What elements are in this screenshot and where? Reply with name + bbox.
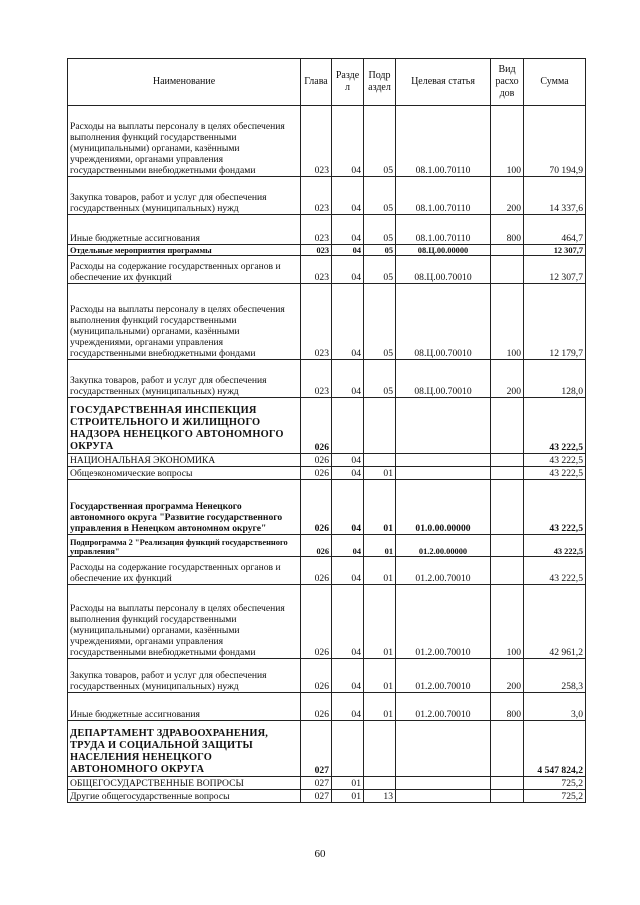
- cell-razdel: 04: [332, 693, 364, 721]
- cell-razdel: 04: [332, 177, 364, 215]
- cell-glava: 026: [301, 454, 332, 467]
- cell-summa: 43 222,5: [524, 454, 586, 467]
- cell-podrazdel: 01: [364, 557, 396, 585]
- cell-summa: 4 547 824,2: [524, 721, 586, 777]
- cell-name: Расходы на выплаты персоналу в целях обеспечения выполнения функций государственными (муниципальными) органами, казёнными учреждениями, органами управления государственными внебюджетными фондами: [68, 284, 301, 360]
- cell-summa: 464,7: [524, 215, 586, 245]
- cell-statya: [396, 398, 491, 454]
- cell-name: Общеэкономические вопросы: [68, 467, 301, 480]
- cell-summa: 12 307,7: [524, 245, 586, 256]
- cell-summa: 12 307,7: [524, 256, 586, 284]
- cell-statya: 08.Ц.00.00000: [396, 245, 491, 256]
- cell-glava: 026: [301, 693, 332, 721]
- cell-name: Расходы на содержание государственных органов и обеспечение их функций: [68, 256, 301, 284]
- cell-vid: [491, 245, 524, 256]
- cell-statya: 01.0.00.00000: [396, 480, 491, 535]
- col-header-razdel: Разде л: [332, 59, 364, 106]
- cell-summa: 43 222,5: [524, 480, 586, 535]
- table-row: [68, 585, 586, 659]
- cell-glava: 023: [301, 245, 332, 256]
- cell-name: Иные бюджетные ассигнования: [68, 215, 301, 245]
- cell-name: Расходы на выплаты персоналу в целях обеспечения выполнения функций государственными (муниципальными) органами, казёнными учреждениями, органами управления государственными внебюджетными фондами: [68, 106, 301, 177]
- cell-name: ДЕПАРТАМЕНТ ЗДРАВООХРАНЕНИЯ, ТРУДА И СОЦИАЛЬНОЙ ЗАЩИТЫ НАСЕЛЕНИЯ НЕНЕЦКОГО АВТОНОМНОГО ОКРУГА: [68, 721, 301, 777]
- cell-summa: 725,2: [524, 777, 586, 790]
- cell-name: Другие общегосударственные вопросы: [68, 790, 301, 803]
- cell-statya: 08.Ц.00.70010: [396, 284, 491, 360]
- table-row: [68, 693, 586, 721]
- cell-glava: 026: [301, 398, 332, 454]
- cell-vid: [491, 535, 524, 557]
- cell-summa: 12 179,7: [524, 284, 586, 360]
- table-row: [68, 177, 586, 215]
- table-row: [68, 790, 586, 803]
- table-row: [68, 215, 586, 245]
- cell-name: Отдельные мероприятия программы: [68, 245, 301, 256]
- cell-glava: 023: [301, 215, 332, 245]
- cell-name: Иные бюджетные ассигнования: [68, 693, 301, 721]
- cell-summa: 725,2: [524, 790, 586, 803]
- table-row: [68, 284, 586, 360]
- cell-name: Расходы на выплаты персоналу в целях обеспечения выполнения функций государственными (муниципальными) органами, казёнными учреждениями, органами управления государственными внебюджетными фондами: [68, 585, 301, 659]
- cell-podrazdel: 01: [364, 585, 396, 659]
- cell-podrazdel: 01: [364, 693, 396, 721]
- cell-vid: [491, 467, 524, 480]
- table-row: [68, 721, 586, 777]
- cell-glava: 023: [301, 106, 332, 177]
- cell-vid: [491, 777, 524, 790]
- cell-razdel: 04: [332, 467, 364, 480]
- cell-name: Закупка товаров, работ и услуг для обеспечения государственных (муниципальных) нужд: [68, 360, 301, 398]
- cell-summa: 43 222,5: [524, 535, 586, 557]
- cell-razdel: 01: [332, 790, 364, 803]
- cell-name: Закупка товаров, работ и услуг для обеспечения государственных (муниципальных) нужд: [68, 659, 301, 693]
- cell-summa: 43 222,5: [524, 398, 586, 454]
- cell-statya: 08.1.00.70110: [396, 177, 491, 215]
- cell-vid: [491, 721, 524, 777]
- cell-razdel: 04: [332, 557, 364, 585]
- cell-name: Государственная программа Ненецкого автономного округа "Развитие государственного управления в Ненецком автономном округе": [68, 480, 301, 535]
- cell-name: НАЦИОНАЛЬНАЯ ЭКОНОМИКА: [68, 454, 301, 467]
- cell-razdel: 04: [332, 535, 364, 557]
- cell-glava: 026: [301, 557, 332, 585]
- cell-name: Расходы на содержание государственных органов и обеспечение их функций: [68, 557, 301, 585]
- cell-podrazdel: 05: [364, 256, 396, 284]
- cell-podrazdel: 13: [364, 790, 396, 803]
- cell-podrazdel: 01: [364, 659, 396, 693]
- cell-glava: 027: [301, 777, 332, 790]
- col-header-podrazdel: Подр аздел: [364, 59, 396, 106]
- cell-razdel: 04: [332, 659, 364, 693]
- cell-glava: 026: [301, 659, 332, 693]
- cell-statya: [396, 790, 491, 803]
- table-row: [68, 106, 586, 177]
- cell-vid: [491, 454, 524, 467]
- cell-vid: [491, 480, 524, 535]
- table-row: [68, 398, 586, 454]
- cell-podrazdel: 01: [364, 480, 396, 535]
- col-header-statya: Целевая статья: [396, 59, 491, 106]
- cell-statya: [396, 777, 491, 790]
- cell-glava: 027: [301, 721, 332, 777]
- cell-podrazdel: 05: [364, 177, 396, 215]
- cell-vid: 100: [491, 106, 524, 177]
- cell-vid: [491, 790, 524, 803]
- cell-vid: 100: [491, 585, 524, 659]
- table-header-row: [68, 59, 586, 106]
- cell-podrazdel: [364, 398, 396, 454]
- cell-statya: 01.2.00.00000: [396, 535, 491, 557]
- cell-summa: 128,0: [524, 360, 586, 398]
- cell-glava: 023: [301, 177, 332, 215]
- cell-glava: 027: [301, 790, 332, 803]
- cell-statya: 01.2.00.70010: [396, 693, 491, 721]
- cell-razdel: 04: [332, 284, 364, 360]
- cell-summa: 42 961,2: [524, 585, 586, 659]
- cell-podrazdel: 05: [364, 245, 396, 256]
- cell-razdel: 04: [332, 245, 364, 256]
- table-body: [68, 106, 586, 803]
- cell-vid: [491, 398, 524, 454]
- cell-glava: 023: [301, 360, 332, 398]
- cell-razdel: 04: [332, 106, 364, 177]
- cell-razdel: 04: [332, 256, 364, 284]
- cell-statya: 01.2.00.70010: [396, 585, 491, 659]
- cell-vid: 100: [491, 284, 524, 360]
- cell-vid: [491, 557, 524, 585]
- cell-podrazdel: 05: [364, 284, 396, 360]
- cell-vid: 200: [491, 360, 524, 398]
- cell-statya: 08.Ц.00.70010: [396, 360, 491, 398]
- cell-vid: 200: [491, 177, 524, 215]
- cell-glava: 026: [301, 467, 332, 480]
- table-row: [68, 454, 586, 467]
- cell-statya: 01.2.00.70010: [396, 659, 491, 693]
- col-header-vid: Вид расхо дов: [491, 59, 524, 106]
- cell-glava: 023: [301, 256, 332, 284]
- cell-summa: 14 337,6: [524, 177, 586, 215]
- cell-razdel: 01: [332, 777, 364, 790]
- table-row: [68, 467, 586, 480]
- cell-podrazdel: [364, 454, 396, 467]
- col-header-name: Наименование: [68, 59, 301, 106]
- cell-statya: 01.2.00.70010: [396, 557, 491, 585]
- cell-podrazdel: [364, 721, 396, 777]
- cell-name: Закупка товаров, работ и услуг для обеспечения государственных (муниципальных) нужд: [68, 177, 301, 215]
- table-row: [68, 777, 586, 790]
- cell-podrazdel: 01: [364, 535, 396, 557]
- cell-glava: 026: [301, 585, 332, 659]
- cell-statya: [396, 454, 491, 467]
- cell-summa: 43 222,5: [524, 557, 586, 585]
- table-row: [68, 659, 586, 693]
- cell-name: ГОСУДАРСТВЕННАЯ ИНСПЕКЦИЯ СТРОИТЕЛЬНОГО И ЖИЛИЩНОГО НАДЗОРА НЕНЕЦКОГО АВТОНОМНОГО ОКРУГА: [68, 398, 301, 454]
- cell-statya: [396, 467, 491, 480]
- cell-podrazdel: 05: [364, 360, 396, 398]
- cell-vid: [491, 256, 524, 284]
- cell-name: ОБЩЕГОСУДАРСТВЕННЫЕ ВОПРОСЫ: [68, 777, 301, 790]
- cell-razdel: 04: [332, 215, 364, 245]
- cell-name: Подпрограмма 2 "Реализация функций государственного управления": [68, 535, 301, 557]
- page-number: 60: [314, 848, 326, 860]
- cell-podrazdel: 05: [364, 106, 396, 177]
- cell-razdel: 04: [332, 480, 364, 535]
- cell-vid: 800: [491, 215, 524, 245]
- table-row: [68, 480, 586, 535]
- cell-statya: 08.1.00.70110: [396, 106, 491, 177]
- cell-glava: 026: [301, 535, 332, 557]
- cell-razdel: 04: [332, 454, 364, 467]
- cell-statya: 08.1.00.70110: [396, 215, 491, 245]
- table-row: [68, 535, 586, 557]
- cell-vid: 200: [491, 659, 524, 693]
- table-row: [68, 256, 586, 284]
- cell-podrazdel: [364, 777, 396, 790]
- cell-summa: 3,0: [524, 693, 586, 721]
- budget-table: [67, 58, 586, 803]
- cell-summa: 70 194,9: [524, 106, 586, 177]
- col-header-summa: Сумма: [524, 59, 586, 106]
- cell-vid: 800: [491, 693, 524, 721]
- cell-razdel: 04: [332, 585, 364, 659]
- cell-razdel: 04: [332, 360, 364, 398]
- table-row: [68, 557, 586, 585]
- cell-podrazdel: 01: [364, 467, 396, 480]
- cell-summa: 43 222,5: [524, 467, 586, 480]
- cell-summa: 258,3: [524, 659, 586, 693]
- cell-glava: 026: [301, 480, 332, 535]
- table-row: [68, 245, 586, 256]
- col-header-glava: Глава: [301, 59, 332, 106]
- cell-podrazdel: 05: [364, 215, 396, 245]
- cell-razdel: [332, 721, 364, 777]
- cell-statya: [396, 721, 491, 777]
- cell-glava: 023: [301, 284, 332, 360]
- table-row: [68, 360, 586, 398]
- cell-razdel: [332, 398, 364, 454]
- cell-statya: 08.Ц.00.70010: [396, 256, 491, 284]
